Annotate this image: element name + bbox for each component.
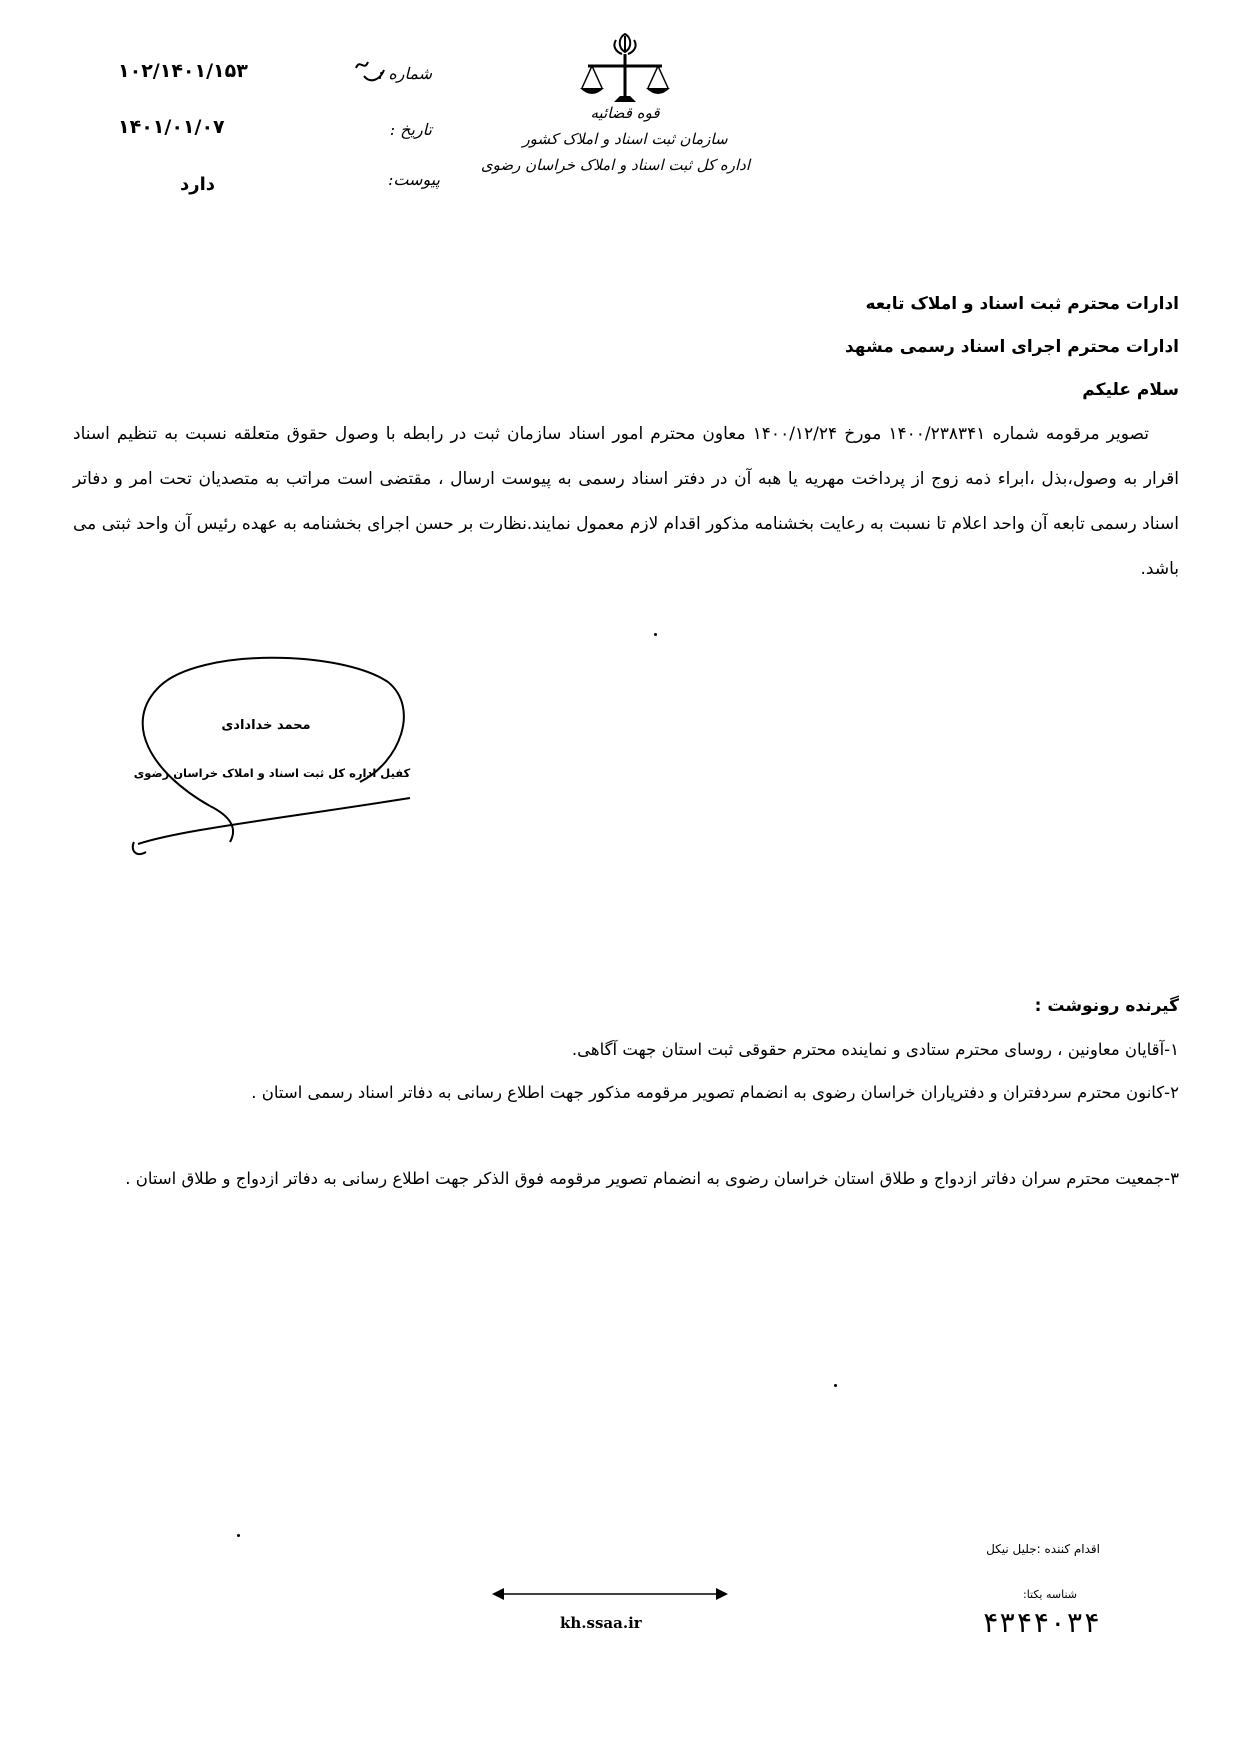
- cc-item: ۱-آقایان معاونین ، روسای محترم ستادی و نماینده محترم حقوقی ثبت استان جهت آگاهی.: [571, 1040, 1179, 1059]
- attachment-label: پیوست:: [387, 170, 440, 189]
- emblem-line-2: سازمان ثبت اسناد و املاک کشور: [522, 130, 728, 148]
- judiciary-emblem-icon: [576, 30, 674, 106]
- number-scribble-icon: [352, 54, 388, 88]
- signer-title: کفیل اداره کل ثبت اسناد و املاک خراسان رضوی: [133, 766, 411, 780]
- cc-title: گیرنده رونوشت :: [1034, 996, 1179, 1016]
- signature-icon: [120, 652, 420, 862]
- speck: [237, 1534, 240, 1537]
- greeting: سلام علیکم: [1082, 380, 1179, 400]
- speck: [834, 1384, 837, 1387]
- website: kh.ssaa.ir: [560, 1614, 642, 1632]
- letter-number: ۱۰۲/۱۴۰۱/۱۵۳: [118, 60, 248, 82]
- letter-date: ۱۴۰۱/۰۱/۰۷: [118, 116, 225, 138]
- unique-id-label: شناسه یکتا:: [1022, 1588, 1077, 1601]
- emblem-line-3: اداره کل ثبت اسناد و املاک خراسان رضوی: [480, 156, 750, 174]
- addressee-line-2: ادارات محترم اجرای اسناد رسمی مشهد: [844, 337, 1179, 357]
- attachment-value: دارد: [180, 174, 216, 195]
- unique-id-value: ۴۳۴۴۰۳۴: [982, 1606, 1101, 1639]
- letter-body: [73, 412, 1179, 592]
- speck: [654, 633, 657, 636]
- addressee-line-1: ادارات محترم ثبت اسناد و املاک تابعه: [865, 294, 1179, 314]
- cc-item: ۲-کانون محترم سردفتران و دفتریاران خراسان رضوی به انضمام تصویر مرقومه مذکور جهت اطلاع رسانی به دفاتر اسناد رسمی استان .: [251, 1083, 1179, 1102]
- letter-number-label: شماره :: [377, 64, 432, 83]
- signer-name: محمد خدادادی: [221, 718, 311, 733]
- cc-item: ۳-جمعیت محترم سران دفاتر ازدواج و طلاق استان خراسان رضوی به انضمام تصویر مرقومه فوق الذکر جهت اطلاع رسانی به دفاتر ازدواج و طلاق استان .: [125, 1169, 1179, 1188]
- emblem-line-1: قوه قضائیه: [590, 104, 660, 122]
- letter-body-text: تصویر مرقومه شماره ۱۴۰۰/۲۳۸۳۴۱ مورخ ۱۴۰۰/۱۲/۲۴ معاون محترم امور اسناد سازمان ثبت در رابطه با وصول حقوق متعلقه نسبت به تنظیم اسناد اقرار به وصول،بذل ،ابراء ذمه زوج از پرداخت مهریه یا هبه آن در دفتر اسناد رسمی به پیوست ارسال ، مقتضی است مراتب به متصدیان تحت امر و دفاتر اسناد رسمی تابعه آن واحد اعلام تا نسبت به رعایت بخشنامه مذکور اقدام لازم معمول نمایند.نظارت بر حسن اجرای بخشنامه به عهده رئیس آن واحد ثبتی می باشد.: [73, 424, 1179, 579]
- letter-date-label: تاریخ :: [389, 120, 432, 139]
- double-arrow-icon: [490, 1584, 730, 1604]
- action-by: اقدام کننده :جلیل نیکل: [986, 1542, 1100, 1556]
